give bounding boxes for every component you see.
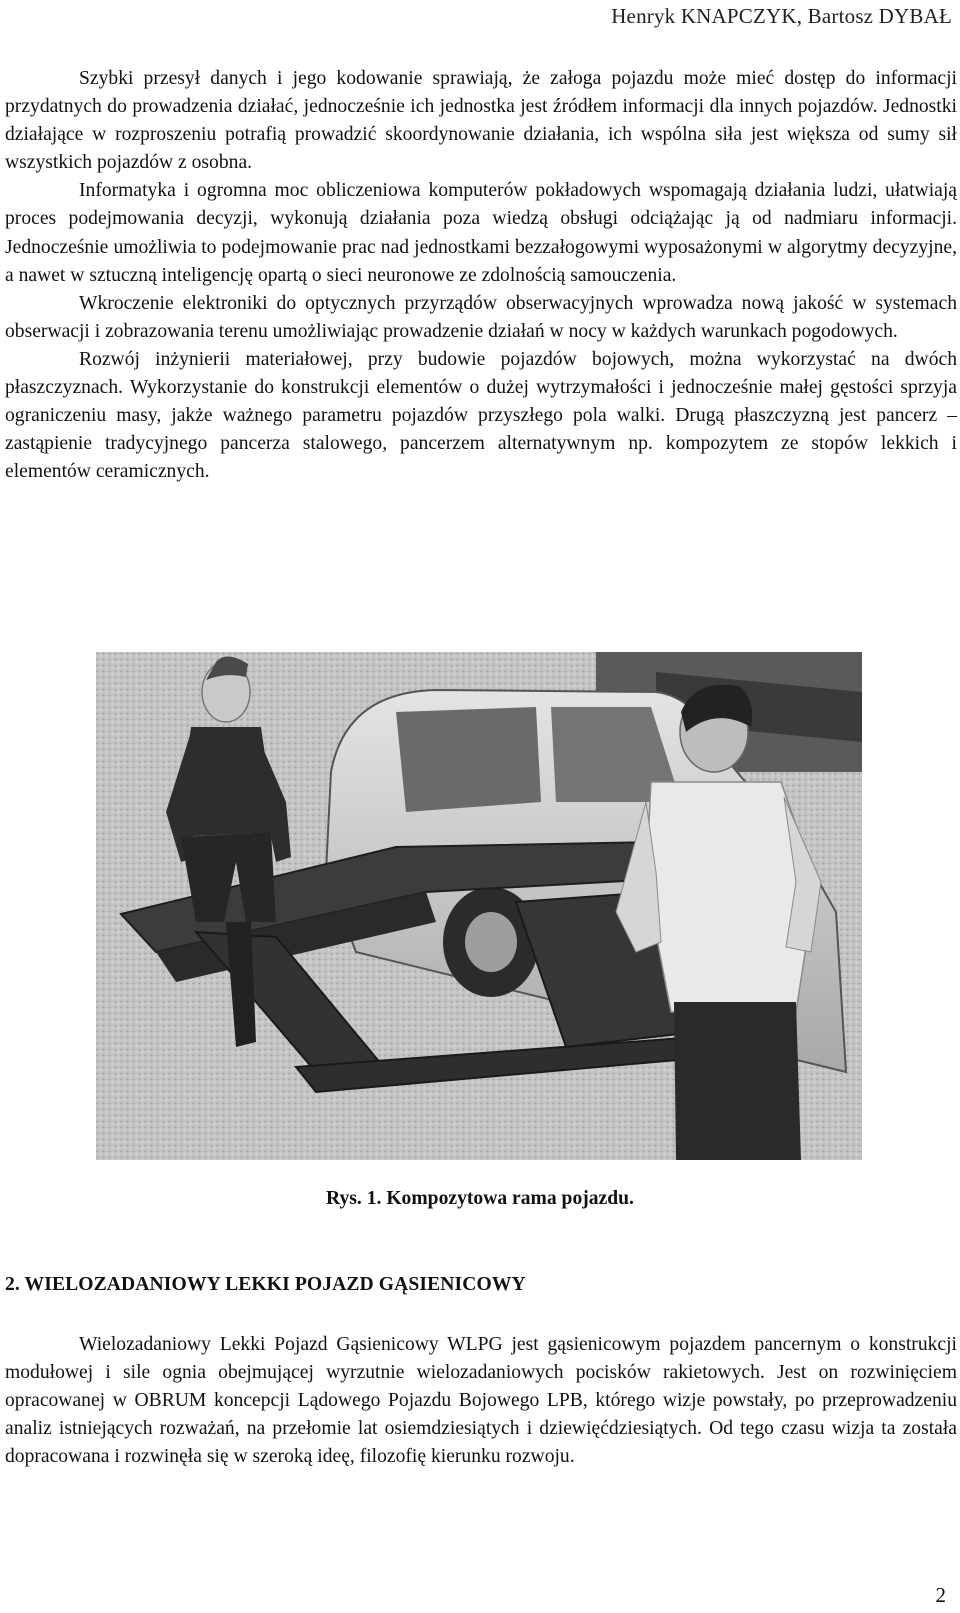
figure-caption: Rys. 1. Kompozytowa rama pojazdu. — [326, 1188, 634, 1209]
paragraph: Wielozadaniowy Lekki Pojazd Gąsienicowy WLPG jest gąsienicowym pojazdem pancernym o konstrukcji modułowej i sile ognia obejmującej wyrzutnie wielozadaniowych pocisków rakietowych. Jest on rozwinięciem opracowanej w OBRUM koncepcji Lądowego Pojazdu Bojowego LPB, którego wizje powstały, po przeprowadzeniu analiz istniejących rozważań, na przełomie lat osiemdziesiątych i dziewięćdziesiątych. Od tego czasu wizja ta została dopracowana i rozwinęła się w szeroką ideę, filozofię kierunku rozwoju. — [5, 1334, 957, 1468]
section-heading: 2. WIELOZADANIOWY LEKKI POJAZD GĄSIENICOWY — [5, 1274, 526, 1295]
page-number: 2 — [935, 1583, 946, 1607]
paragraph: Wkroczenie elektroniki do optycznych przyrządów obserwacyjnych wprowadza nową jakość w systemach obserwacji i zobrazowania terenu umożliwiając prowadzenie działań w nocy w każdych warunkach pogodowych. — [5, 292, 957, 342]
person-right-trousers — [674, 1002, 801, 1160]
paragraph: Szybki przesył danych i jego kodowanie sprawiają, że załoga pojazdu może mieć dostęp do informacji przydatnych do prowadzenia działać, jednocześnie ich jednostka jest źródłem informacji dla innych pojazdów. Jednostki działające w rozproszeniu potrafią prowadzić skoordynowanie działania, ich wspólna siła jest większa od sumy sił wszystkich pojazdów z osobna. — [5, 68, 957, 174]
paragraph: Rozwój inżynierii materiałowej, przy budowie pojazdów bojowych, można wykorzystać na dwóch płaszczyznach. Wykorzystanie do konstrukcji elementów o dużej wytrzymałości i jednocześnie małej gęstości sprzyja ograniczeniu masy, jakże ważnego parametru pojazdów przyszłego pola walki. Drugą płaszczyzną jest pancerz – zastąpienie tradycyjnego pancerza stalowego, pancerzem alternatywnym np. kompozytem ze stopów lekkich i elementów ceramicznych. — [5, 348, 957, 483]
section-body — [5, 1331, 957, 1471]
paragraph: Informatyka i ogromna moc obliczeniowa komputerów pokładowych wspomagają działania ludzi, ułatwiają proces podejmowania decyzji, wykonują działania poza wiedzą obsługi odciążając ją od nadmiaru informacji. Jednocześnie umożliwia to podejmowanie prac nad jednostkami bezzałogowymi wyposażonymi w algorytmy decyzyjne, a nawet w sztuczną inteligencję opartą o sieci neuronowe ze zdolnością samouczenia. — [5, 180, 957, 286]
figure-photo — [96, 652, 862, 1160]
body-text-before-figure — [5, 65, 957, 486]
composite-frame-photo — [96, 652, 862, 1160]
car-hubcap — [465, 912, 517, 972]
car-window-front — [396, 707, 541, 812]
running-head: Henryk KNAPCZYK, Bartosz DYBAŁ — [611, 4, 952, 28]
